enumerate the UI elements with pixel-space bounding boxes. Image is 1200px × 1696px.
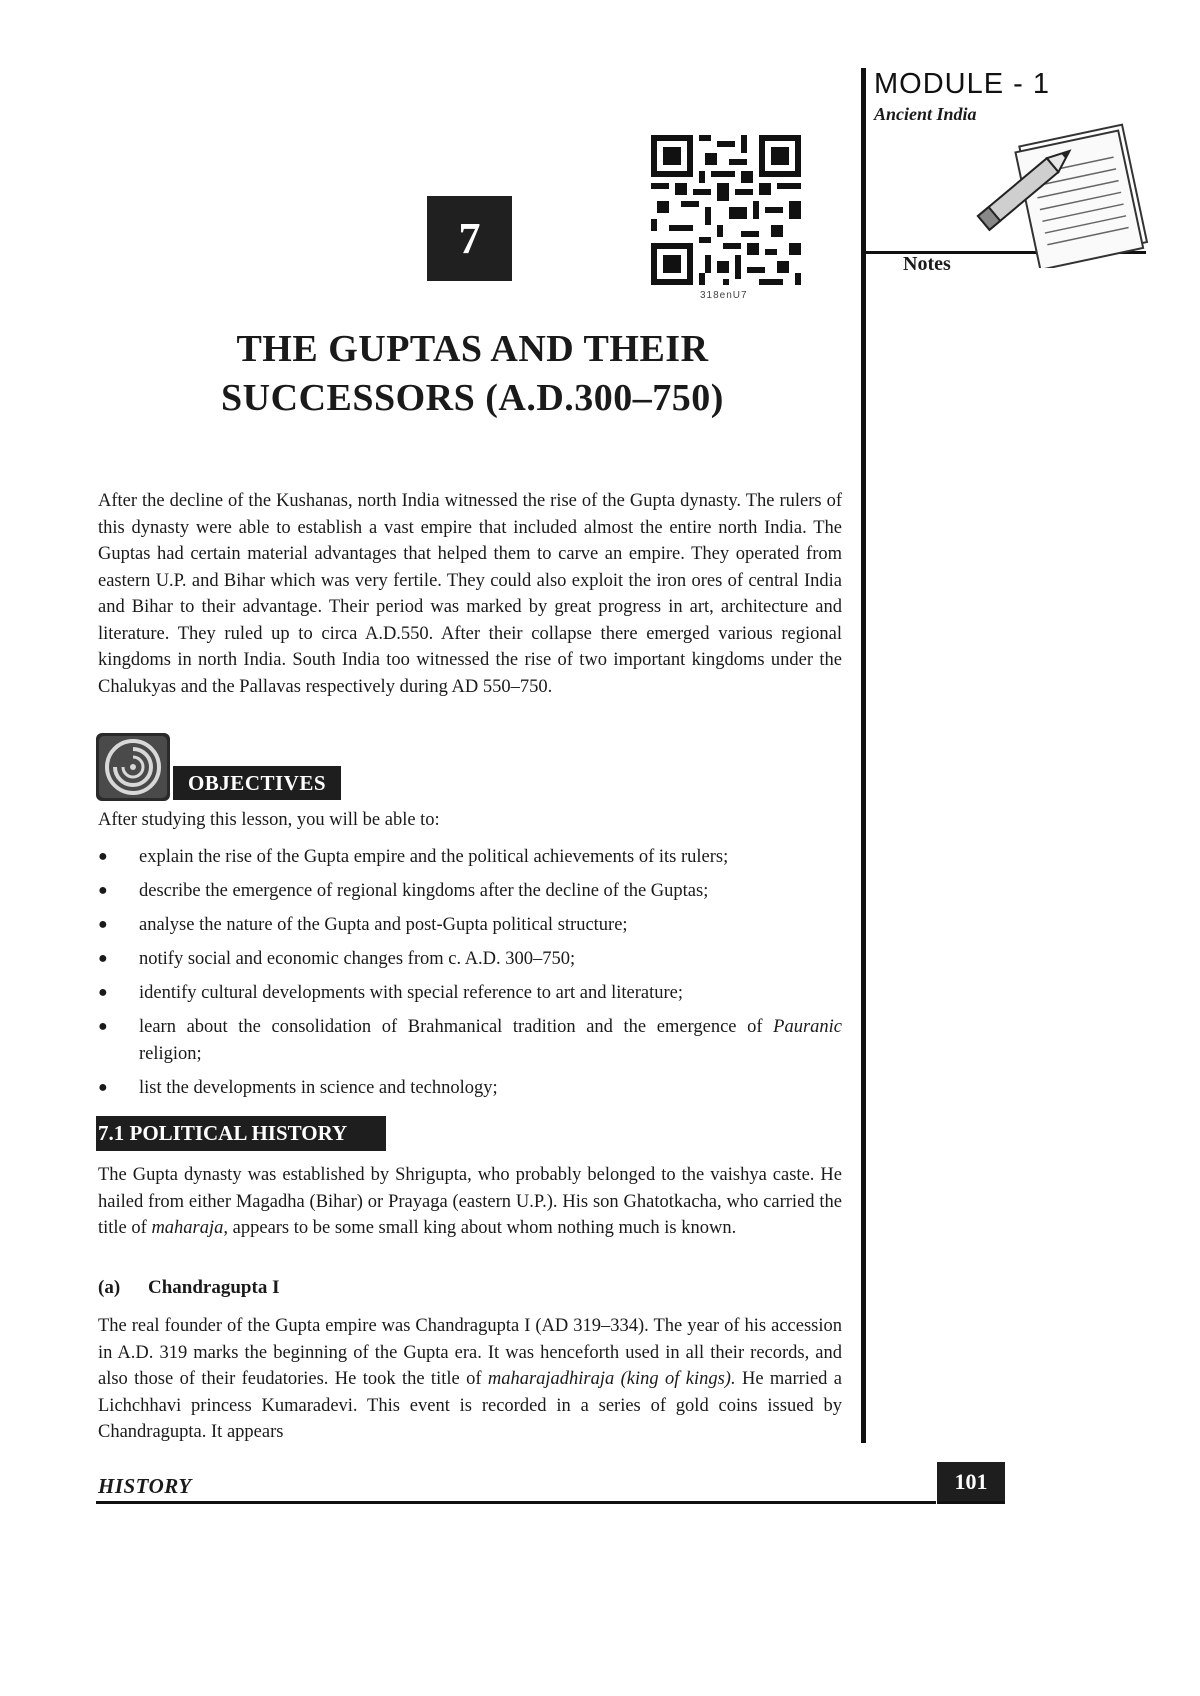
list-item: ● identify cultural developments with special reference to art and literature; [98, 980, 842, 1007]
qr-caption: 318enU7 [700, 290, 748, 301]
intro-paragraph: After the decline of the Kushanas, north India witnessed the rise of the Gupta dynasty. The rulers of this dynasty were able to establish a vast empire that included almost the entire north India. The Guptas had certain material advantages that helped them to carve an empire. They operated from eastern U.P. and Bihar which was very fertile. They could also exploit the iron ores of central India and Bihar to their advantage. Their period was marked by great progress in art, architecture and literature. They ruled up to circa A.D.550. After their collapse there emerged various regional kingdoms in north India. South India too witnessed the rise of two important kingdoms under the Chalukyas and the Pallavas respectively during AD 550–750. [98, 491, 842, 697]
objectives-list [98, 844, 842, 1109]
notepad-pencil-icon [975, 118, 1155, 268]
target-spiral-icon [96, 733, 170, 801]
module-label: MODULE - 1 [874, 68, 1050, 100]
section-header: 7.1 POLITICAL HISTORY [96, 1116, 386, 1151]
bullet-icon: ● [98, 916, 108, 933]
list-item: ● explain the rise of the Gupta empire and the political achievements of its rulers; [98, 844, 842, 871]
list-item: ● learn about the consolidation of Brahmanical tradition and the emergence of Pauranic religion; [98, 1014, 842, 1067]
notes-label: Notes [903, 253, 951, 275]
footer-rule [96, 1501, 936, 1504]
objectives-intro: After studying this lesson, you will be able to: [98, 810, 440, 830]
objectives-header: OBJECTIVES [173, 766, 341, 800]
footer-subject-label: HISTORY [98, 1474, 192, 1498]
page-number-underline [937, 1501, 1005, 1504]
margin-rule [861, 68, 866, 1443]
list-item: ● list the developments in science and technology; [98, 1075, 842, 1102]
subsection-paragraph: The real founder of the Gupta empire was Chandragupta I (AD 319–334). The year of his accession in A.D. 319 marks the beginning of the Gupta era. It was henceforth used in all their records, and also those of their feudatories. He took the title of maharajadhiraja (king of kings). He married a Lichchhavi princess Kumaradevi. This event is recorded in a series of gold coins issued by Chandragupta. It appears [98, 1316, 843, 1442]
bullet-icon: ● [98, 950, 108, 967]
qr-code[interactable] [651, 135, 801, 285]
bullet-icon: ● [98, 1018, 108, 1035]
subsection-heading: (a) Chandragupta I [98, 1277, 280, 1298]
bullet-icon: ● [98, 848, 108, 865]
chapter-title-line1: THE GUPTAS AND THEIR [236, 328, 709, 370]
chapter-title-line2: SUCCESSORS (A.D.300–750) [221, 377, 724, 419]
list-item: ● notify social and economic changes from c. A.D. 300–750; [98, 946, 842, 973]
list-item: ● analyse the nature of the Gupta and post-Gupta political structure; [98, 912, 842, 939]
bullet-icon: ● [98, 984, 108, 1001]
section-label: Ancient India [874, 104, 977, 124]
bullet-icon: ● [98, 882, 108, 899]
chapter-title [120, 325, 825, 423]
bullet-icon: ● [98, 1078, 108, 1096]
list-item: ● describe the emergence of regional kingdoms after the decline of the Guptas; [98, 878, 842, 905]
section-paragraph: The Gupta dynasty was established by Shrigupta, who probably belonged to the vaishya caste. He hailed from either Magadha (Bihar) or Prayaga (eastern U.P.). His son Ghatotkacha, who carried the title of maharaja, appears to be some small king about whom nothing much is known. [98, 1165, 842, 1238]
page-number: 101 [937, 1462, 1005, 1502]
chapter-number-badge: 7 [427, 196, 512, 281]
